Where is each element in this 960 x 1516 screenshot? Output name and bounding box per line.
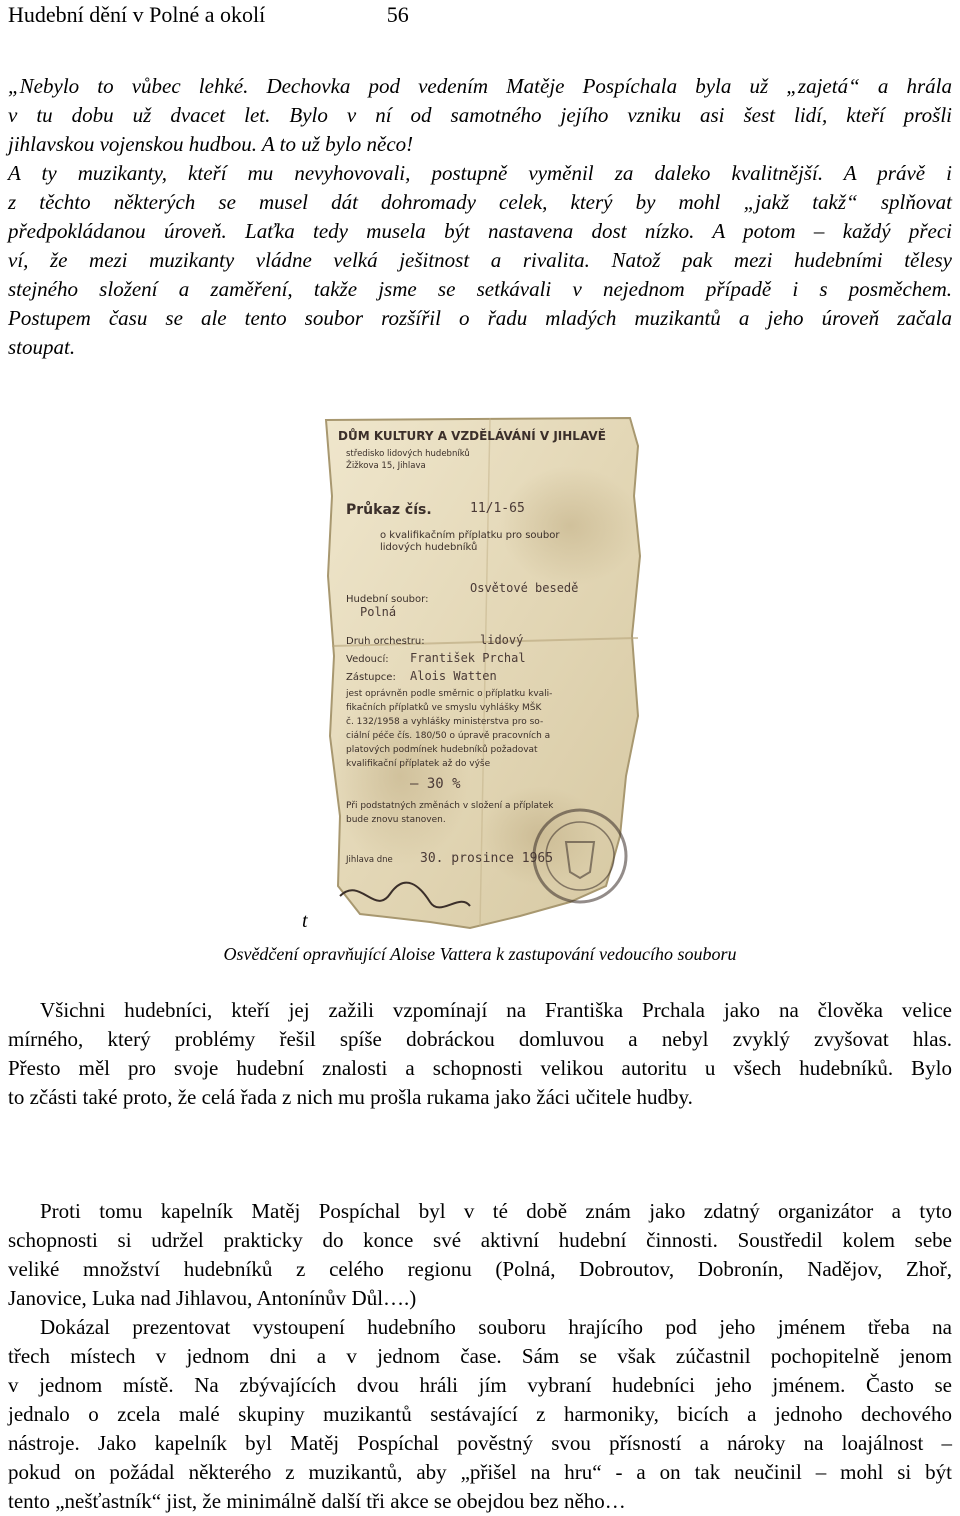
doc-line: Průkaz čís. <box>346 502 432 518</box>
doc-line: 30. prosince 1965 <box>420 851 554 866</box>
doc-line: – 30 % <box>410 776 461 792</box>
certificate-photo <box>320 416 656 936</box>
paragraph-line: v jednom místě. Na zbývajících dvou hráli jím vybraní hudebníci jeho jménem. Často se <box>8 1373 952 1397</box>
doc-heading: DŮM KULTURY A VZDĚLÁVÁNÍ V JIHLAVĚ <box>338 429 606 443</box>
doc-line: fikačních příplatků ve smyslu vyhlášky MŠK <box>346 703 542 713</box>
doc-line: 11/1-65 <box>470 501 525 516</box>
paragraph-line: třech místech v jednom dni a v jednom čase. Sám se však zúčastnil pochopitelně jenom <box>8 1344 952 1368</box>
doc-line: Druh orchestru: <box>346 636 425 647</box>
doc-line: Polná <box>360 605 397 619</box>
paragraph-line: jednalo o zcela malé skupiny muzikantů sestávající z harmoniky, bicích a jednoho dechového <box>8 1402 952 1426</box>
doc-line: o kvalifikačním příplatku pro soubor <box>380 530 560 541</box>
quote-line: stejného složení a zaměření, takže jsme se setkávali v nejednom případě i s posměchem. <box>8 277 952 301</box>
doc-line: lidových hudebníků <box>380 542 478 553</box>
doc-line: Jihlava dne <box>346 855 393 865</box>
paragraph-line: mírného, který problémy řešil spíše dobráckou domluvou a nebyl zvyklý zvyšovat hlas. <box>8 1027 952 1051</box>
doc-line: Zástupce: <box>346 672 396 683</box>
doc-line: lidový <box>480 633 524 647</box>
paragraph-line: schopnosti si udržel prakticky do konce své aktivní hudební činnosti. Soustředil kolem sebe <box>8 1228 952 1252</box>
paragraph-line: Přesto měl pro svoje hudební znalosti a schopnosti velikou autoritu u všech hudebníků. Bylo <box>8 1056 952 1080</box>
doc-line: Při podstatných změnách v složení a příplatek <box>346 801 554 811</box>
quote-line: stoupat. <box>8 335 76 359</box>
document-title: Hudební dění v Polné a okolí <box>8 2 266 27</box>
paragraph-line: Dokázal prezentovat vystoupení hudebního souboru hrajícího pod jeho jménem třeba na <box>40 1315 952 1339</box>
quoted-paragraph <box>8 72 952 362</box>
doc-line: Osvětové besedě <box>470 581 579 595</box>
page-header <box>8 2 409 28</box>
doc-line: František Prchal <box>410 651 526 665</box>
quote-line: A ty muzikanty, kteří mu nevyhovovali, postupně vyměnil za daleko kvalitnější. A právě i <box>8 161 952 185</box>
doc-line: kvalifikační příplatek až do výše <box>346 759 491 769</box>
paragraph-line: pokud on požádal některého z muzikantů, aby „přišel na hru“ - a on tak neučinil – mohl si být <box>8 1460 952 1484</box>
quote-line: předpokládanou úroveň. Laťka tedy musela být nastavena dost nízko. A potom – každý přeci <box>8 219 952 243</box>
doc-line: Žižkova 15, Jihlava <box>346 461 426 471</box>
doc-line: Alois Watten <box>410 669 497 683</box>
doc-line: ciální péče čís. 180/50 o úpravě pracovních a <box>346 731 551 741</box>
stray-letter: t <box>302 910 308 932</box>
quote-line: jihlavskou vojenskou hudbou. A to už bylo něco! <box>8 132 414 156</box>
paragraph-line: nástroje. Jako kapelník byl Matěj Pospíchal pověstný svou přísností a nároky na loajálnost – <box>8 1431 952 1455</box>
quote-line: ví, že mezi muzikanty vládne velká ješitnost a rivalita. Natož pak mezi hudebními tělesy <box>8 248 952 272</box>
quote-line: v tu dobu už dvacet let. Bylo v ní od samotného jejího vzniku asi šest lidí, kteří prošli <box>8 103 952 127</box>
doc-line: středisko lidových hudebníků <box>346 449 470 459</box>
paragraph-line: veliké množství hudebníků z celého regionu (Polná, Dobroutov, Dobronín, Nadějov, Zhoř, <box>8 1257 952 1281</box>
quote-line: „Nebylo to vůbec lehké. Dechovka pod vedením Matěje Pospíchala byla už „zajetá“ a hrála <box>8 74 952 98</box>
doc-line: Hudební soubor: <box>346 594 429 605</box>
paragraph-line: to zčásti také proto, že celá řada z nich mu prošla rukama jako žáci učitele hudby. <box>8 1085 693 1109</box>
paragraph-pospichal <box>8 1197 952 1516</box>
quote-line: Postupem času se ale tento soubor rozšířil o řadu mladých muzikantů a jeho úroveň začala <box>8 306 952 330</box>
paragraph-line: Proti tomu kapelník Matěj Pospíchal byl v té době znám jako zdatný organizátor a tyto <box>40 1199 952 1223</box>
doc-line: č. 132/1958 a vyhlášky ministerstva pro so- <box>346 717 544 727</box>
paragraph-line: tento „nešťastník“ jist, že minimálně další tři akce se obejdou bez něho… <box>8 1489 626 1513</box>
doc-line: platových podmínek hudebníků požadovat <box>346 745 538 755</box>
paragraph-line: Všichni hudebníci, kteří jej zažili vzpomínají na Františka Prchala jako na člověka velice <box>40 998 952 1022</box>
quote-line: z těchto některých se musel dát dohromady celek, který by mohl „jakž takž“ splňovat <box>8 190 952 214</box>
doc-line: bude znovu stanoven. <box>346 815 446 825</box>
doc-line: Vedoucí: <box>346 654 389 665</box>
page-number: 56 <box>386 2 409 27</box>
certificate-image <box>320 416 656 936</box>
paragraph-prchal <box>8 996 952 1112</box>
doc-line: jest oprávněn podle směrnic o příplatku kvali- <box>346 689 553 699</box>
paragraph-line: Janovice, Luka nad Jihlavou, Antonínův Důl….) <box>8 1286 417 1310</box>
photo-caption: Osvědčení opravňující Aloise Vattera k zastupování vedoucího souboru <box>223 944 737 964</box>
